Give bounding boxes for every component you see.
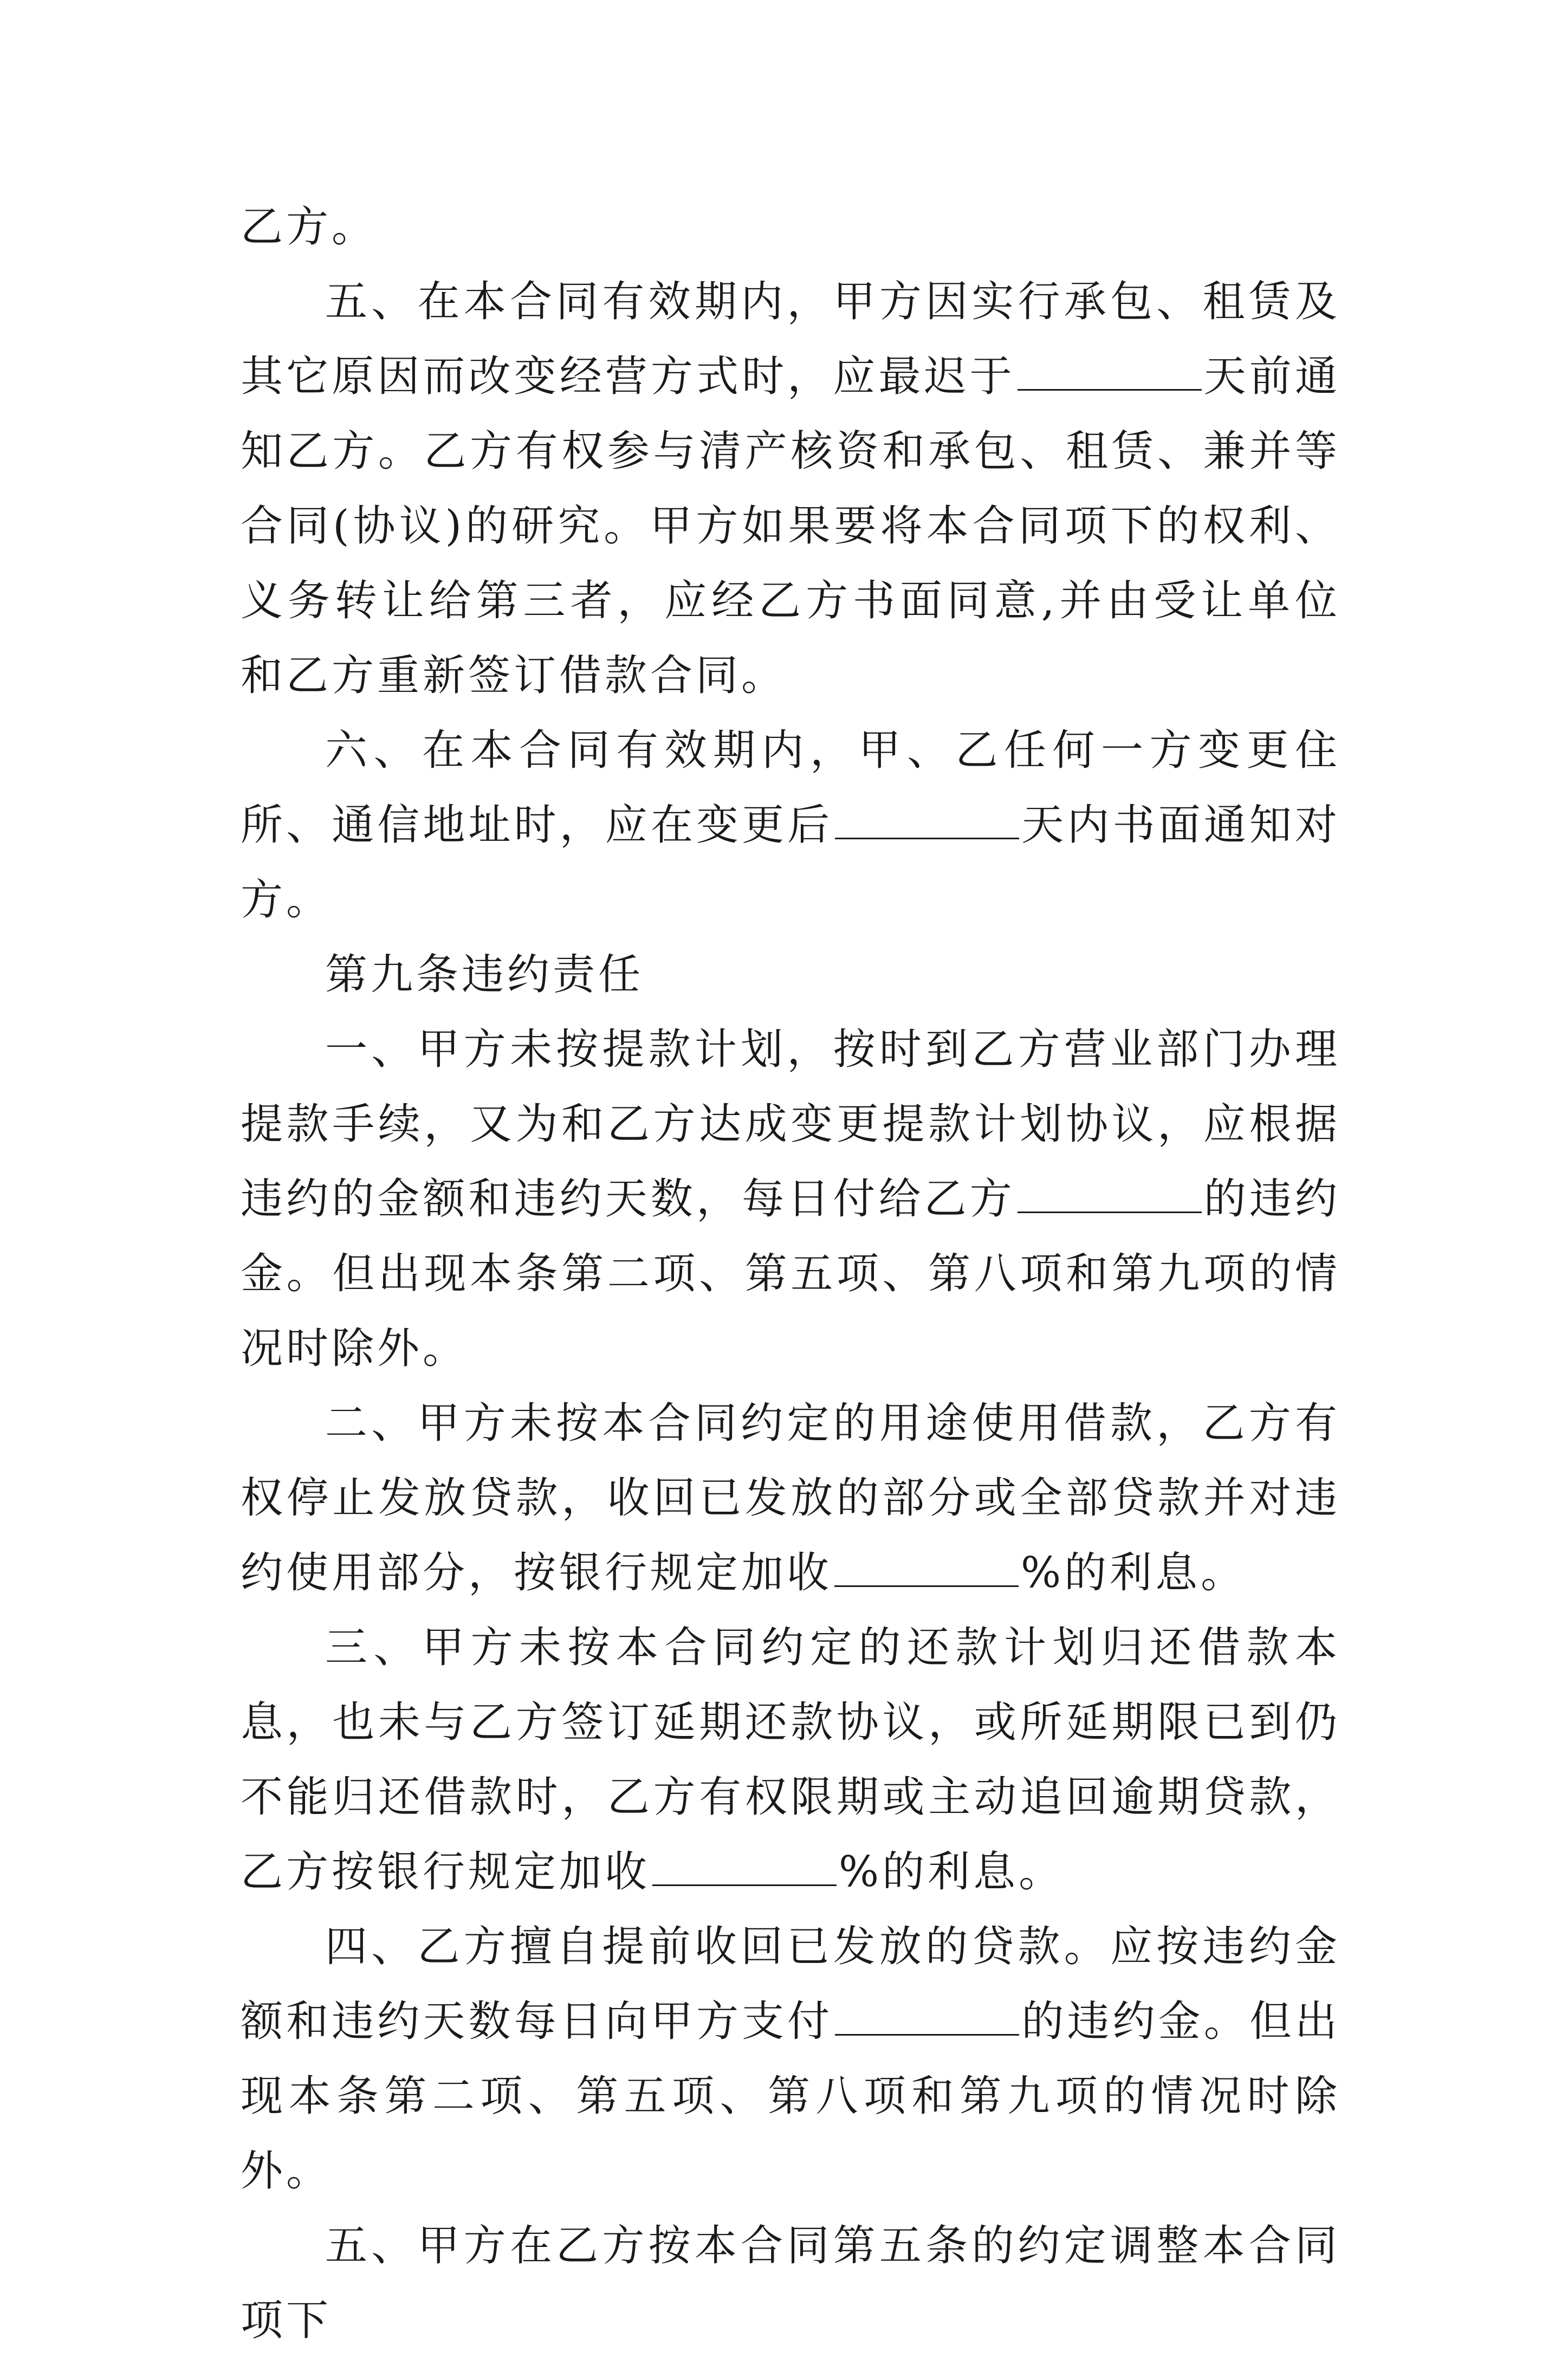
paragraph-text: 四、乙方擅自提前收回已发放的贷款。应按违约金额和违约天数每日向甲方支付 — [241, 1922, 1340, 2046]
contract-body — [241, 190, 1340, 2358]
paragraph-clause-6-address-change — [241, 713, 1340, 937]
paragraph-text: 天内书面通知对方。 — [241, 801, 1340, 924]
paragraph-text: 三、甲方未按本合同约定的还款计划归还借款本息，也未与乙方签订延期还款协议，或所延期限已到仍不能归还借款时，乙方有权限期或主动追回逾期贷款，乙方按银行规定加收 — [241, 1623, 1340, 1896]
paragraph-liability-4 — [241, 1909, 1340, 2208]
paragraph-text: 的违约金。但出现本条第二项、第五项、第八项和第九项的情况时除外。 — [241, 1175, 1340, 1373]
paragraph-text: 五、在本合同有效期内，甲方因实行承包、租赁及其它原因而改变经营方式时，应最迟于 — [241, 277, 1340, 401]
paragraph-text: 一、甲方未按提款计划，按时到乙方营业部门办理提款手续，又为和乙方达成变更提款计划协议，应根据违约的金额和违约天数，每日付给乙方 — [241, 1025, 1340, 1223]
paragraph-text: 二、甲方未按本合同约定的用途使用借款，乙方有权停止发放贷款，收回已发放的部分或全部贷款并对违约使用部分，按银行规定加收 — [241, 1399, 1340, 1597]
paragraph-text: 乙方。 — [241, 203, 378, 251]
fill-in-blank — [834, 1555, 1019, 1587]
paragraph-text: 天前通知乙方。乙方有权参与清产核资和承包、租赁、兼并等合同(协议)的研究。甲方如果要将本合同项下的权利、义务转让给第三者，应经乙方书面同意,并由受让单位和乙方重新签订借款合同。 — [241, 352, 1340, 700]
paragraph-text: 六、在本合同有效期内，甲、乙任何一方变更住所、通信地址时，应在变更后 — [241, 726, 1340, 850]
section-heading-article-9 — [241, 937, 1340, 1012]
paragraph-continuation — [241, 190, 1340, 264]
fill-in-blank — [835, 807, 1019, 839]
fill-in-blank — [652, 1854, 837, 1886]
paragraph-liability-2 — [241, 1386, 1340, 1610]
fill-in-blank — [1018, 1181, 1202, 1213]
heading-text: 第九条违约责任 — [325, 950, 644, 999]
paragraph-text: 的违约金。但出现本条第二项、第五项、第八项和第九项的情况时除外。 — [241, 1997, 1340, 2195]
paragraph-text: 五、甲方在乙方按本合同第五条的约定调整本合同项下 — [241, 2221, 1340, 2345]
paragraph-liability-3 — [241, 1610, 1340, 1909]
paragraph-clause-5-business-change — [241, 264, 1340, 713]
paragraph-liability-1 — [241, 1012, 1340, 1386]
paragraph-liability-5 — [241, 2208, 1340, 2358]
fill-in-blank — [1018, 359, 1202, 391]
paragraph-text: %的利息。 — [839, 1848, 1065, 1896]
fill-in-blank — [835, 2004, 1019, 2036]
paragraph-text: %的利息。 — [1021, 1549, 1247, 1597]
